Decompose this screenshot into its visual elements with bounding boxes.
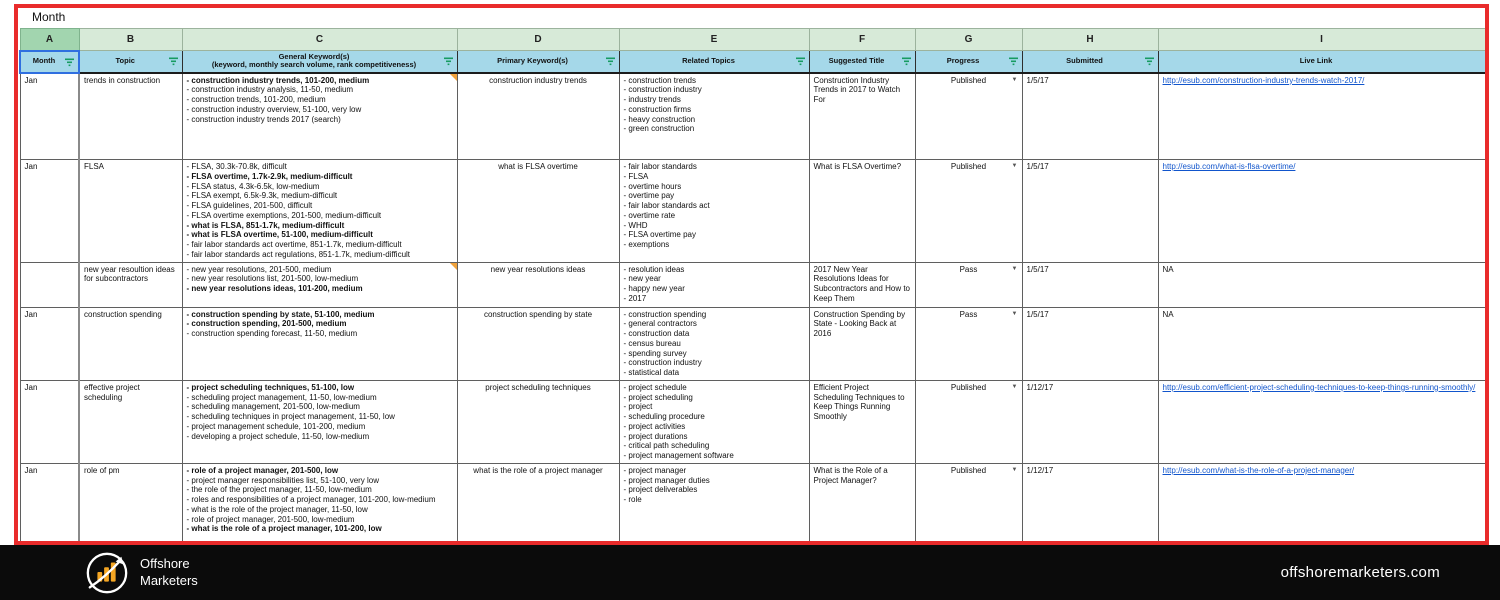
related-topic-line: - construction data xyxy=(623,329,690,338)
cell-progress[interactable] xyxy=(915,262,1022,307)
column-letter-b[interactable]: B xyxy=(79,29,182,51)
cell-live-link[interactable] xyxy=(1158,73,1485,160)
table-row xyxy=(20,463,1485,545)
table-row xyxy=(20,307,1485,380)
cell-live-link[interactable] xyxy=(1158,160,1485,263)
header-live-link[interactable] xyxy=(1158,51,1485,73)
keyword-line: - new year resolutions ideas, 101-200, medium xyxy=(186,284,363,293)
cell-suggested-title[interactable]: Efficient Project Scheduling Techniques to Keep Things Running Smoothly xyxy=(809,380,915,463)
cell-progress[interactable] xyxy=(915,73,1022,160)
progress-value: Published xyxy=(950,75,987,85)
keyword-line: - scheduling techniques in project management, 11-50, low xyxy=(186,412,395,421)
spreadsheet xyxy=(19,28,1486,545)
keyword-line: - project manager responsibilities list, 51-100, very low xyxy=(186,475,380,485)
cell-live-link[interactable] xyxy=(1158,380,1485,463)
header-general-keywords-line2: (keyword, monthly search volume, rank competitiveness) xyxy=(211,60,417,70)
cell-submitted[interactable]: 1/5/17 xyxy=(1022,262,1158,307)
related-topic-line: - census bureau xyxy=(623,338,681,348)
related-topic-line: - project schedule xyxy=(623,382,687,392)
column-letter-g[interactable]: G xyxy=(915,29,1022,51)
related-topic-line: - FLSA overtime pay xyxy=(623,230,696,240)
related-topic-line: - project durations xyxy=(623,431,688,441)
related-topic-line: - project manager xyxy=(623,465,687,475)
cell-progress[interactable] xyxy=(915,160,1022,263)
cell-live-link[interactable]: NA xyxy=(1158,307,1485,380)
filter-icon[interactable] xyxy=(443,57,454,66)
related-topic-line: - spending survey xyxy=(623,348,687,358)
header-month-label: Month xyxy=(32,56,56,66)
cell-related-topics[interactable] xyxy=(619,307,809,380)
dropdown-arrow-icon[interactable]: ▼ xyxy=(1011,163,1018,169)
dropdown-arrow-icon[interactable]: ▼ xyxy=(1011,265,1018,272)
cell-related-topics[interactable] xyxy=(619,463,809,545)
keyword-line: - role of a project manager, 201-500, low xyxy=(186,465,339,475)
cell-progress[interactable] xyxy=(915,463,1022,545)
column-letter-row xyxy=(20,29,1485,51)
header-submitted[interactable] xyxy=(1022,51,1158,73)
filter-icon[interactable] xyxy=(795,57,806,66)
keyword-line: - new year resolutions, 201-500, medium xyxy=(186,264,332,274)
keyword-line: - role of project manager, 201-500, low-medium xyxy=(186,514,355,524)
brand xyxy=(84,550,198,596)
related-topic-line: - critical path scheduling xyxy=(623,441,710,451)
live-link[interactable]: http://esub.com/what-is-the-role-of-a-project-manager/ xyxy=(1162,465,1355,475)
related-topic-line: - green construction xyxy=(623,124,695,134)
dropdown-arrow-icon[interactable]: ▼ xyxy=(1011,76,1018,83)
header-related-topics-label: Related Topics xyxy=(682,55,735,65)
keyword-line: - roles and responsibilities of a project manager, 101-200, low-medium xyxy=(186,495,436,504)
cell-submitted[interactable]: 1/12/17 xyxy=(1022,463,1158,545)
related-topic-line: - construction firms xyxy=(623,104,692,114)
live-link[interactable]: http://esub.com/construction-industry-trends-watch-2017/ xyxy=(1162,75,1365,85)
header-submitted-label: Submitted xyxy=(1066,55,1103,65)
cell-topic[interactable]: role of pm xyxy=(79,463,182,545)
filter-icon[interactable] xyxy=(1144,57,1155,66)
filter-icon[interactable] xyxy=(1008,57,1019,66)
footer-website: offshoremarketers.com xyxy=(1280,564,1440,581)
keyword-line: - project scheduling techniques, 51-100, low xyxy=(186,382,355,392)
progress-value: Published xyxy=(950,382,987,392)
cell-month[interactable]: Jan xyxy=(20,307,79,380)
cell-progress[interactable] xyxy=(915,380,1022,463)
related-topic-line: - project scheduling xyxy=(623,392,693,402)
cell-primary-keyword[interactable]: what is FLSA overtime xyxy=(457,160,619,263)
keyword-line: - fair labor standards act overtime, 851-1.7k, medium-difficult xyxy=(186,240,402,249)
cell-month[interactable]: Jan xyxy=(20,463,79,545)
header-topic-label: Topic xyxy=(115,55,135,65)
column-letter-a[interactable]: A xyxy=(20,29,79,51)
dropdown-arrow-icon[interactable]: ▼ xyxy=(1011,383,1018,390)
table-row xyxy=(20,73,1485,160)
related-topic-line: - project manager duties xyxy=(623,475,710,485)
cell-suggested-title[interactable]: What is FLSA Overtime? xyxy=(809,160,915,263)
cell-month[interactable]: Jan xyxy=(20,160,79,263)
keyword-line: - FLSA overtime, 1.7k-2.9k, medium-difficult xyxy=(186,171,353,181)
cell-related-topics[interactable] xyxy=(619,73,809,160)
keyword-line: - developing a project schedule, 11-50, low-medium xyxy=(186,431,370,441)
related-topic-line: - project deliverables xyxy=(623,485,698,495)
dropdown-arrow-icon[interactable]: ▼ xyxy=(1011,310,1018,317)
column-letter-c[interactable]: C xyxy=(182,29,457,51)
cell-topic[interactable]: FLSA xyxy=(79,160,182,263)
header-related-topics[interactable] xyxy=(619,51,809,73)
keyword-line: - FLSA, 30.3k-70.8k, difficult xyxy=(186,162,287,171)
keyword-line: - scheduling management, 201-500, low-medium xyxy=(186,402,360,412)
live-link[interactable]: http://esub.com/efficient-project-scheduling-techniques-to-keep-things-running-smoothly/ xyxy=(1162,382,1476,392)
related-topic-line: - construction industry xyxy=(623,358,702,368)
related-topic-line: - general contractors xyxy=(623,319,697,329)
cell-topic[interactable]: effective project scheduling xyxy=(79,380,182,463)
header-live-link-label: Live Link xyxy=(1299,55,1333,65)
keyword-line: - construction spending by state, 51-100, medium xyxy=(186,309,375,319)
related-topic-line: - happy new year xyxy=(623,284,685,293)
filter-icon[interactable] xyxy=(64,57,75,66)
filter-icon[interactable] xyxy=(901,57,912,66)
table-row xyxy=(20,380,1485,463)
cell-primary-keyword[interactable]: construction industry trends xyxy=(457,73,619,160)
keyword-line: - what is FLSA, 851-1.7k, medium-difficult xyxy=(186,220,345,230)
brand-name-line1: Offshore xyxy=(140,556,190,572)
keyword-line: - what is FLSA overtime, 51-100, medium-difficult xyxy=(186,230,373,240)
sheet-body xyxy=(20,73,1485,546)
table-row xyxy=(20,262,1485,307)
cell-primary-keyword[interactable]: what is the role of a project manager xyxy=(457,463,619,545)
cell-general-keywords[interactable] xyxy=(182,160,457,263)
keyword-line: - construction industry overview, 51-100, very low xyxy=(186,104,362,114)
cell-submitted[interactable]: 1/5/17 xyxy=(1022,73,1158,160)
spreadsheet-frame xyxy=(14,4,1489,545)
header-suggested-title[interactable] xyxy=(809,51,915,73)
related-topic-line: - statistical data xyxy=(623,368,680,377)
cell-suggested-title[interactable]: Construction Spending by State - Looking Back at 2016 xyxy=(809,307,915,380)
header-primary-keyword[interactable] xyxy=(457,51,619,73)
cell-general-keywords[interactable] xyxy=(182,380,457,463)
header-primary-keyword-label: Primary Keyword(s) xyxy=(497,55,568,65)
keyword-line: - fair labor standards act regulations, 851-1.7k, medium-difficult xyxy=(186,249,411,259)
related-topic-line: - overtime rate xyxy=(623,210,676,220)
keyword-line: - FLSA guidelines, 201-500, difficult xyxy=(186,201,313,210)
cell-topic[interactable]: construction spending xyxy=(79,307,182,380)
cell-primary-keyword[interactable]: construction spending by state xyxy=(457,307,619,380)
keyword-line: - project management schedule, 101-200, medium xyxy=(186,421,366,431)
brand-name xyxy=(140,556,198,589)
cell-general-keywords[interactable] xyxy=(182,463,457,545)
related-topic-line: - construction industry xyxy=(623,85,702,95)
header-suggested-title-label: Suggested Title xyxy=(828,55,885,65)
related-topic-line: - role xyxy=(623,495,642,504)
keyword-line: - FLSA status, 4.3k-6.5k, low-medium xyxy=(186,181,320,191)
cell-primary-keyword[interactable]: project scheduling techniques xyxy=(457,380,619,463)
related-topic-line: - overtime hours xyxy=(623,181,682,191)
column-letter-h[interactable]: H xyxy=(1022,29,1158,51)
related-topic-line: - overtime pay xyxy=(623,191,675,201)
related-topic-line: - industry trends xyxy=(623,95,681,104)
keyword-line: - construction trends, 101-200, medium xyxy=(186,95,326,104)
cell-topic[interactable]: new year resoultion ideas for subcontractors xyxy=(79,262,182,307)
cell-month[interactable]: Jan xyxy=(20,73,79,160)
cell-suggested-title[interactable]: Construction Industry Trends in 2017 to Watch For xyxy=(809,73,915,160)
related-topic-line: - construction trends xyxy=(623,75,696,85)
cell-progress[interactable] xyxy=(915,307,1022,380)
note-corner-icon xyxy=(450,74,457,81)
header-month[interactable] xyxy=(20,51,79,73)
header-progress-label: Progress xyxy=(946,55,980,65)
column-letter-e[interactable]: E xyxy=(619,29,809,51)
cell-month[interactable] xyxy=(20,262,79,307)
keyword-line: - new year resolutions list, 201-500, low-medium xyxy=(186,274,359,284)
header-row xyxy=(20,51,1485,73)
keyword-line: - construction industry trends 2017 (search) xyxy=(186,114,341,124)
cell-submitted[interactable]: 1/5/17 xyxy=(1022,160,1158,263)
keyword-line: - what is the role of the project manager, 11-50, low xyxy=(186,504,368,514)
dropdown-arrow-icon[interactable]: ▼ xyxy=(1011,466,1018,473)
keyword-line: - FLSA overtime exemptions, 201-500, medium-difficult xyxy=(186,210,382,220)
keyword-line: - scheduling project management, 11-50, low-medium xyxy=(186,392,377,402)
offshore-marketers-logo-icon xyxy=(84,550,130,596)
related-topic-line: - fair labor standards xyxy=(623,162,697,171)
keyword-line: - construction industry analysis, 11-50, medium xyxy=(186,85,354,95)
related-topic-line: - new year xyxy=(623,274,661,284)
header-general-keywords[interactable] xyxy=(182,51,457,73)
keyword-line: - the role of the project manager, 11-50, low-medium xyxy=(186,485,372,495)
progress-value: Pass xyxy=(959,264,978,274)
related-topic-line: - fair labor standards act xyxy=(623,201,710,210)
cell-general-keywords[interactable] xyxy=(182,262,457,307)
filter-icon[interactable] xyxy=(605,57,616,66)
cell-submitted[interactable]: 1/5/17 xyxy=(1022,307,1158,380)
live-link[interactable]: http://esub.com/what-is-flsa-overtime/ xyxy=(1162,162,1296,171)
related-topic-line: - construction spending xyxy=(623,309,707,319)
keyword-line: - construction spending forecast, 11-50, medium xyxy=(186,329,358,338)
cell-topic[interactable]: trends in construction xyxy=(79,73,182,160)
header-progress[interactable] xyxy=(915,51,1022,73)
cell-submitted[interactable]: 1/12/17 xyxy=(1022,380,1158,463)
column-letter-i[interactable]: I xyxy=(1158,29,1485,51)
header-general-keywords-line1: General Keyword(s) xyxy=(278,51,350,61)
cell-general-keywords[interactable] xyxy=(182,307,457,380)
keyword-line: - construction spending, 201-500, medium xyxy=(186,319,347,329)
keyword-line: - what is the role of a project manager, 101-200, low xyxy=(186,524,382,534)
progress-value: Pass xyxy=(959,309,978,319)
cell-suggested-title[interactable]: What is the Role of a Project Manager? xyxy=(809,463,915,545)
cell-related-topics[interactable] xyxy=(619,380,809,463)
related-topic-line: - project xyxy=(623,402,653,412)
related-topic-line: - project activities xyxy=(623,421,686,431)
cell-live-link[interactable]: NA xyxy=(1158,262,1485,307)
keyword-line: - FLSA exempt, 6.5k-9.3k, medium-difficult xyxy=(186,191,338,201)
cell-related-topics[interactable] xyxy=(619,262,809,307)
note-corner-icon xyxy=(450,263,457,270)
related-topic-line: - exemptions xyxy=(623,240,670,249)
related-topic-line: - 2017 xyxy=(623,293,647,303)
name-box: Month xyxy=(32,10,66,24)
cell-month[interactable]: Jan xyxy=(20,380,79,463)
header-topic[interactable] xyxy=(79,51,182,73)
related-topic-line: - WHD xyxy=(623,220,648,230)
related-topic-line: - FLSA xyxy=(623,171,649,181)
footer xyxy=(0,545,1500,600)
cell-primary-keyword[interactable]: new year resolutions ideas xyxy=(457,262,619,307)
cell-live-link[interactable] xyxy=(1158,463,1485,545)
related-topic-line: - heavy construction xyxy=(623,114,696,124)
cell-suggested-title[interactable]: 2017 New Year Resolutions Ideas for Subcontractors and How to Keep Them xyxy=(809,262,915,307)
related-topic-line: - scheduling procedure xyxy=(623,412,705,421)
column-letter-d[interactable]: D xyxy=(457,29,619,51)
progress-value: Published xyxy=(950,162,987,171)
related-topic-line: - project management software xyxy=(623,451,734,460)
column-letter-f[interactable]: F xyxy=(809,29,915,51)
brand-name-line2: Marketers xyxy=(140,572,198,588)
filter-icon[interactable] xyxy=(168,57,179,66)
related-topic-line: - resolution ideas xyxy=(623,264,685,274)
progress-value: Published xyxy=(950,465,987,475)
table-row xyxy=(20,160,1485,263)
cell-general-keywords[interactable] xyxy=(182,73,457,160)
keyword-line: - construction industry trends, 101-200, medium xyxy=(186,75,370,85)
cell-related-topics[interactable] xyxy=(619,160,809,263)
